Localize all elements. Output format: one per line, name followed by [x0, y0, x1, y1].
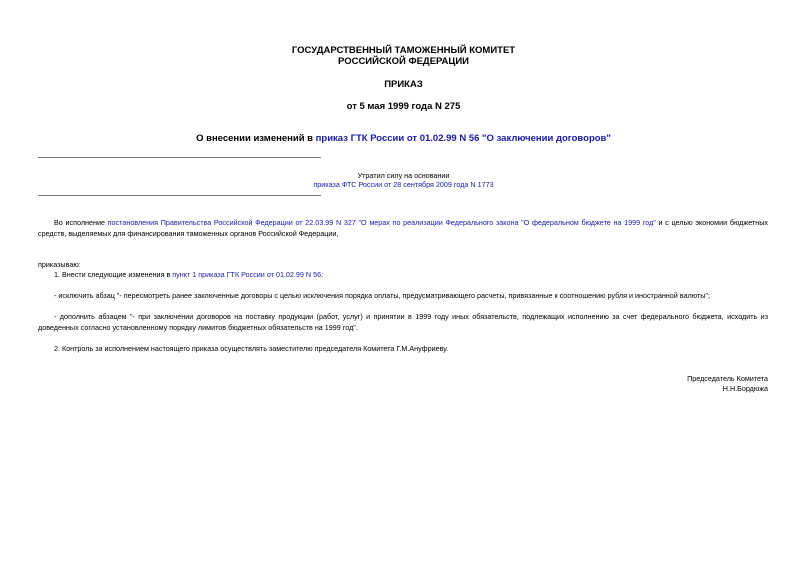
repeal-order-link[interactable]: приказа ФТС России от 28 сентября 2009 года N 1773	[313, 180, 494, 189]
item-1-prefix: 1. Внести следующие изменения в	[54, 270, 173, 279]
title-prefix: О внесении изменений в	[196, 133, 316, 144]
sub-item-add: - дополнить абзацем "- при заключении договоров на поставку продукции (работ, услуг) и принятии в 1999 году иных обязательств, подлежащих исполнению за счет федерального бюджета, исходить из доведенных согласно установленному порядку лимитов бюджетных обязательств на 1999 год".	[38, 312, 768, 332]
document-title	[0, 133, 807, 144]
preamble-prefix: Во исполнение	[54, 218, 108, 227]
item-1	[38, 270, 768, 281]
order-word: приказываю:	[38, 260, 81, 269]
sub-item-exclude: - исключить абзац "- пересмотреть ранее заключенные договоры с целью исключения порядка оплаты, предусматривающего расчеты, привязанные к соотношению рубля и иностранной валюты";	[54, 291, 710, 300]
item-1-link[interactable]: пункт 1 приказа ГТК России от 01.02.99 N 56	[172, 270, 322, 279]
issuer-line-2: РОССИЙСКОЙ ФЕДЕРАЦИИ	[337, 56, 469, 67]
signature-position: Председатель Комитета	[687, 374, 768, 383]
divider-top	[38, 157, 321, 158]
item-1-suffix: :	[321, 270, 324, 279]
issuer-line-1: ГОСУДАРСТВЕННЫЙ ТАМОЖЕННЫЙ КОМИТЕТ	[291, 45, 516, 56]
document-type: ПРИКАЗ	[384, 79, 423, 90]
preamble-suffix: и с целью экономии бюджетных средств, выделяемых для финансирования таможенных органов Российской Федерации,	[38, 218, 768, 238]
government-decree-link[interactable]: постановления Правительства Российской Федерации от 22.03.99 N 327 "О мерах по реализации Федерального закона "О федеральном бюджете на 1999 год"	[107, 218, 656, 227]
title-amended-order-link[interactable]: приказ ГТК России от 01.02.99 N 56 "О заключении договоров"	[315, 133, 611, 144]
document-date-number: от 5 мая 1999 года N 275	[346, 101, 461, 112]
item-2: 2. Контроль за исполнением настоящего приказа осуществлять заместителю председателя Комитета Г.М.Ануфриеву.	[54, 344, 449, 353]
signature-name: Н.Н.Бордюжа	[722, 384, 768, 393]
preamble-paragraph	[38, 218, 768, 239]
divider-bottom	[38, 195, 321, 196]
status-note-line: Утратил силу на основании	[357, 171, 450, 180]
